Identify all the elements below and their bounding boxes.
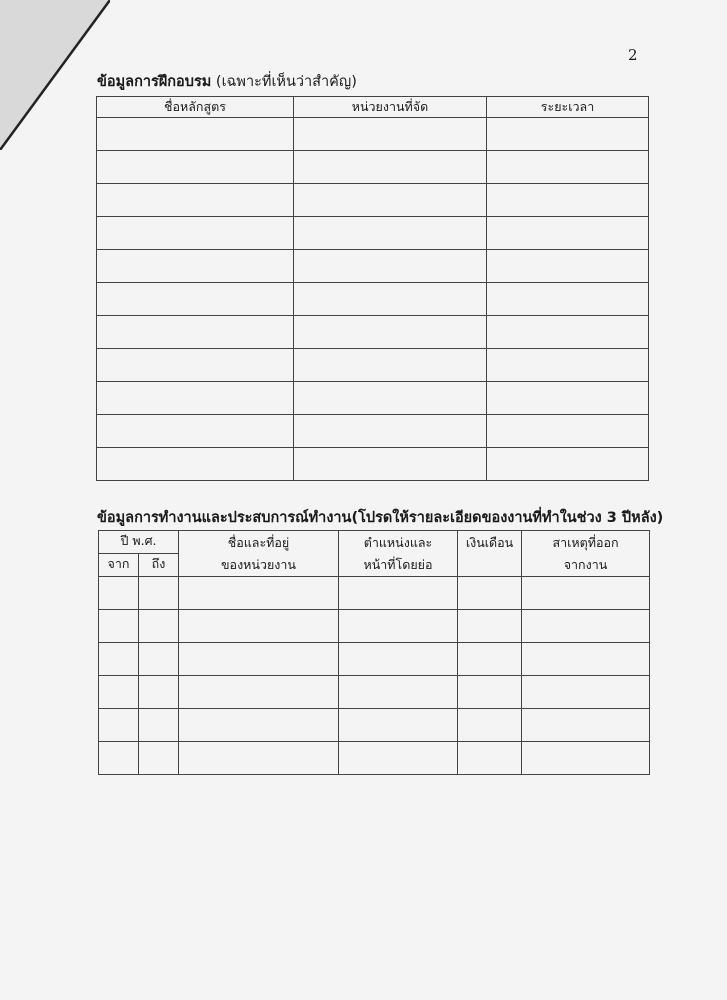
leave-reason-header: [522, 531, 650, 577]
scanned-page-corner: [0, 0, 110, 150]
salary-cell[interactable]: [458, 676, 522, 709]
duration-cell[interactable]: [487, 316, 649, 349]
training-row: [97, 448, 649, 481]
from-year-cell[interactable]: [99, 610, 139, 643]
leave-reason-cell[interactable]: [522, 742, 650, 775]
training-row: [97, 217, 649, 250]
training-row: [97, 250, 649, 283]
position-cell[interactable]: [339, 577, 458, 610]
position-cell[interactable]: [339, 676, 458, 709]
duration-cell[interactable]: [487, 415, 649, 448]
organizer-cell[interactable]: [294, 184, 487, 217]
salary-cell[interactable]: [458, 742, 522, 775]
organizer-cell[interactable]: [294, 316, 487, 349]
from-year-cell[interactable]: [99, 577, 139, 610]
organizer-cell[interactable]: [294, 349, 487, 382]
training-table: [96, 96, 649, 481]
reason-header-line1: สาเหตุที่ออก: [552, 535, 619, 550]
position-header-line1: ตำแหน่งและ: [363, 535, 433, 550]
course-name-cell[interactable]: [97, 283, 294, 316]
work-row: [99, 742, 650, 775]
from-year-header: จาก: [99, 554, 139, 577]
duration-cell[interactable]: [487, 151, 649, 184]
work-row: [99, 676, 650, 709]
training-row: [97, 349, 649, 382]
duration-header: ระยะเวลา: [487, 97, 649, 118]
position-cell[interactable]: [339, 610, 458, 643]
duration-cell[interactable]: [487, 283, 649, 316]
organizer-cell[interactable]: [294, 151, 487, 184]
course-name-header: ชื่อหลักสูตร: [97, 97, 294, 118]
work-row: [99, 610, 650, 643]
leave-reason-cell[interactable]: [522, 610, 650, 643]
course-name-cell[interactable]: [97, 349, 294, 382]
year-header: ปี พ.ศ.: [99, 531, 179, 554]
training-title-note: (เฉพาะที่เห็นว่าสำคัญ): [211, 74, 357, 90]
org-header-line2: ของหน่วยงาน: [221, 557, 296, 572]
to-year-cell[interactable]: [139, 742, 179, 775]
training-row: [97, 184, 649, 217]
training-row: [97, 151, 649, 184]
leave-reason-cell[interactable]: [522, 577, 650, 610]
work-row: [99, 709, 650, 742]
salary-cell[interactable]: [458, 709, 522, 742]
position-cell[interactable]: [339, 709, 458, 742]
course-name-cell[interactable]: [97, 250, 294, 283]
organizer-cell[interactable]: [294, 382, 487, 415]
training-section-title: [97, 70, 357, 93]
work-header-row-1: [99, 531, 650, 554]
leave-reason-cell[interactable]: [522, 643, 650, 676]
position-cell[interactable]: [339, 643, 458, 676]
course-name-cell[interactable]: [97, 217, 294, 250]
organizer-cell[interactable]: [294, 415, 487, 448]
course-name-cell[interactable]: [97, 316, 294, 349]
org-name-address-header: [179, 531, 339, 577]
from-year-cell[interactable]: [99, 676, 139, 709]
position-cell[interactable]: [339, 742, 458, 775]
organizer-cell[interactable]: [294, 118, 487, 151]
work-section-title: [97, 506, 663, 529]
salary-cell[interactable]: [458, 610, 522, 643]
org-name-address-cell[interactable]: [179, 643, 339, 676]
org-name-address-cell[interactable]: [179, 742, 339, 775]
from-year-cell[interactable]: [99, 742, 139, 775]
position-header: [339, 531, 458, 577]
org-name-address-cell[interactable]: [179, 676, 339, 709]
duration-cell[interactable]: [487, 184, 649, 217]
training-row: [97, 118, 649, 151]
to-year-cell[interactable]: [139, 676, 179, 709]
course-name-cell[interactable]: [97, 415, 294, 448]
training-title-main: ข้อมูลการฝึกอบรม: [97, 74, 212, 90]
work-row: [99, 577, 650, 610]
organizer-cell[interactable]: [294, 250, 487, 283]
page-number: 2: [628, 46, 638, 64]
training-row: [97, 316, 649, 349]
duration-cell[interactable]: [487, 448, 649, 481]
training-row: [97, 382, 649, 415]
salary-cell[interactable]: [458, 643, 522, 676]
org-header-line1: ชื่อและที่อยู่: [227, 535, 290, 550]
course-name-cell[interactable]: [97, 118, 294, 151]
course-name-cell[interactable]: [97, 151, 294, 184]
org-name-address-cell[interactable]: [179, 709, 339, 742]
org-name-address-cell[interactable]: [179, 610, 339, 643]
course-name-cell[interactable]: [97, 448, 294, 481]
work-row: [99, 643, 650, 676]
course-name-cell[interactable]: [97, 382, 294, 415]
to-year-cell[interactable]: [139, 577, 179, 610]
to-year-cell[interactable]: [139, 709, 179, 742]
duration-cell[interactable]: [487, 382, 649, 415]
training-row: [97, 283, 649, 316]
salary-header: [458, 531, 522, 577]
training-header-row: [97, 97, 649, 118]
salary-cell[interactable]: [458, 577, 522, 610]
org-name-address-cell[interactable]: [179, 577, 339, 610]
organizer-cell[interactable]: [294, 217, 487, 250]
training-row: [97, 415, 649, 448]
work-rows: [99, 577, 650, 775]
training-rows: [97, 118, 649, 481]
from-year-cell[interactable]: [99, 643, 139, 676]
organizer-cell[interactable]: [294, 448, 487, 481]
work-title-main: ข้อมูลการทำงานและประสบการณ์ทำงาน(โปรดให้รายละเอียดของงานที่ทำในช่วง 3 ปีหลัง): [97, 510, 664, 526]
from-year-cell[interactable]: [99, 709, 139, 742]
to-year-header: ถึง: [139, 554, 179, 577]
organizer-header: หน่วยงานที่จัด: [294, 97, 487, 118]
course-name-cell[interactable]: [97, 184, 294, 217]
duration-cell[interactable]: [487, 349, 649, 382]
duration-cell[interactable]: [487, 217, 649, 250]
salary-header-label: เงินเดือน: [465, 535, 514, 550]
to-year-cell[interactable]: [139, 610, 179, 643]
organizer-cell[interactable]: [294, 283, 487, 316]
leave-reason-cell[interactable]: [522, 709, 650, 742]
duration-cell[interactable]: [487, 250, 649, 283]
reason-header-line2: จากงาน: [563, 557, 608, 572]
to-year-cell[interactable]: [139, 643, 179, 676]
leave-reason-cell[interactable]: [522, 676, 650, 709]
work-history-table: [98, 530, 650, 775]
duration-cell[interactable]: [487, 118, 649, 151]
position-header-line2: หน้าที่โดยย่อ: [363, 557, 433, 572]
